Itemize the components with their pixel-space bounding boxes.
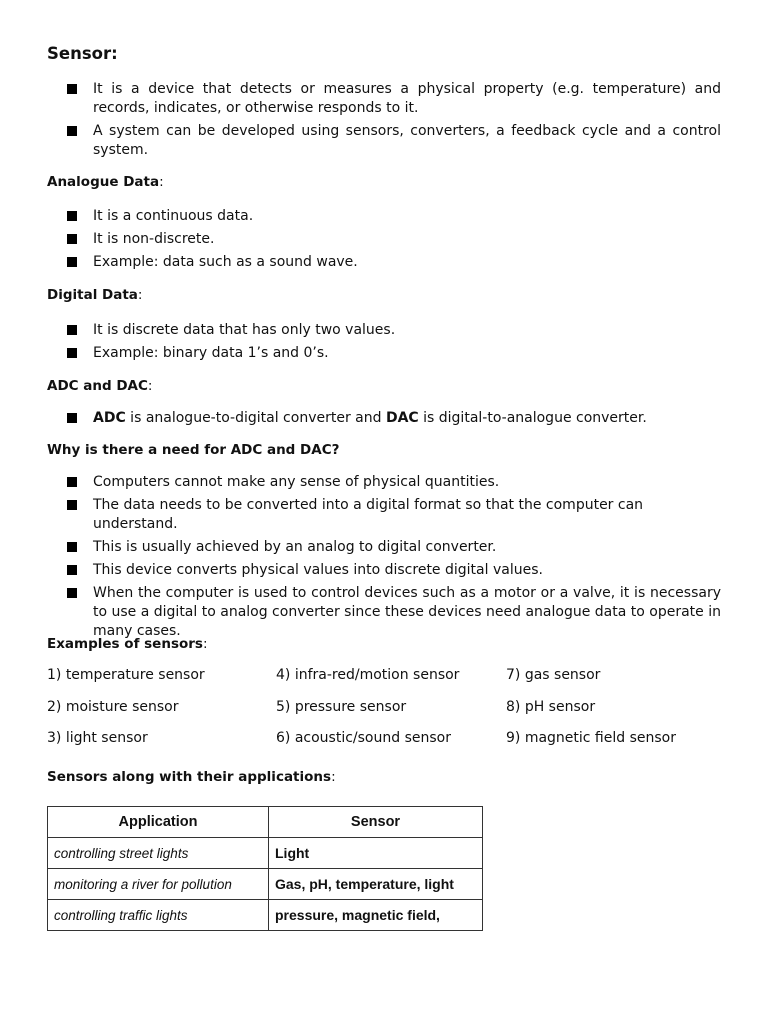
list-item: 9) magnetic field sensor: [506, 730, 676, 746]
list-item: 7) gas sensor: [506, 667, 601, 683]
applications-heading: Sensors along with their applications:: [47, 769, 336, 785]
list-item: 3) light sensor: [47, 730, 148, 746]
column-header-application: Application: [48, 807, 269, 838]
table-row: [48, 900, 483, 931]
application-cell: controlling street lights: [48, 838, 269, 869]
list-item: This device converts physical values into discrete digital values.: [65, 561, 721, 580]
column-header-sensor: Sensor: [269, 807, 483, 838]
table-row: [48, 838, 483, 869]
application-cell: monitoring a river for pollution: [48, 869, 269, 900]
sensor-cell: Light: [269, 838, 483, 869]
list-item: 6) acoustic/sound sensor: [276, 730, 451, 746]
list-item: When the computer is used to control devices such as a motor or a valve, it is necessary to use a digital to analog converter since these devices need analogue data to operate in many cases.: [65, 584, 721, 641]
applications-table: [47, 806, 483, 931]
analogue-bullet-list: [65, 207, 721, 276]
square-bullet-icon: [67, 325, 77, 335]
square-bullet-icon: [67, 126, 77, 136]
examples-heading: Examples of sensors:: [47, 636, 208, 652]
list-item: It is a continuous data.: [65, 207, 721, 226]
sensor-title: Sensor:: [47, 44, 118, 63]
table-header-row: [48, 807, 483, 838]
why-bullet-list: [65, 473, 721, 645]
list-item: 2) moisture sensor: [47, 699, 179, 715]
list-item: Example: binary data 1’s and 0’s.: [65, 344, 721, 363]
sensor-bullet-list: [65, 80, 721, 164]
list-item: It is a device that detects or measures a physical property (e.g. temperature) and records, indicates, or otherwise responds to it.: [65, 80, 721, 118]
list-item: 1) temperature sensor: [47, 667, 205, 683]
square-bullet-icon: [67, 257, 77, 267]
digital-bullet-list: [65, 321, 721, 367]
list-item: The data needs to be converted into a digital format so that the computer can understand.: [65, 496, 721, 534]
square-bullet-icon: [67, 84, 77, 94]
square-bullet-icon: [67, 234, 77, 244]
digital-heading: Digital Data:: [47, 287, 143, 303]
why-heading: Why is there a need for ADC and DAC?: [47, 442, 340, 458]
list-item: A system can be developed using sensors, converters, a feedback cycle and a control system.: [65, 122, 721, 160]
list-item: This is usually achieved by an analog to digital converter.: [65, 538, 721, 557]
list-item: 5) pressure sensor: [276, 699, 407, 715]
square-bullet-icon: [67, 500, 77, 510]
square-bullet-icon: [67, 477, 77, 487]
square-bullet-icon: [67, 211, 77, 221]
list-item: It is discrete data that has only two values.: [65, 321, 721, 340]
square-bullet-icon: [67, 413, 77, 423]
list-item: It is non-discrete.: [65, 230, 721, 249]
table-row: [48, 869, 483, 900]
sensor-cell: Gas, pH, temperature, light: [269, 869, 483, 900]
list-item: ADC is analogue-to-digital converter and DAC is digital-to-analogue converter.: [65, 409, 721, 428]
list-item: 4) infra-red/motion sensor: [276, 667, 460, 683]
list-item: Example: data such as a sound wave.: [65, 253, 721, 272]
sensor-cell: pressure, magnetic field,: [269, 900, 483, 931]
square-bullet-icon: [67, 565, 77, 575]
list-item: Computers cannot make any sense of physical quantities.: [65, 473, 721, 492]
analogue-heading: Analogue Data:: [47, 174, 164, 190]
adc-dac-bullet-list: [65, 409, 721, 432]
list-item: 8) pH sensor: [506, 699, 596, 715]
application-cell: controlling traffic lights: [48, 900, 269, 931]
square-bullet-icon: [67, 588, 77, 598]
square-bullet-icon: [67, 542, 77, 552]
adc-dac-heading: ADC and DAC:: [47, 378, 153, 394]
square-bullet-icon: [67, 348, 77, 358]
